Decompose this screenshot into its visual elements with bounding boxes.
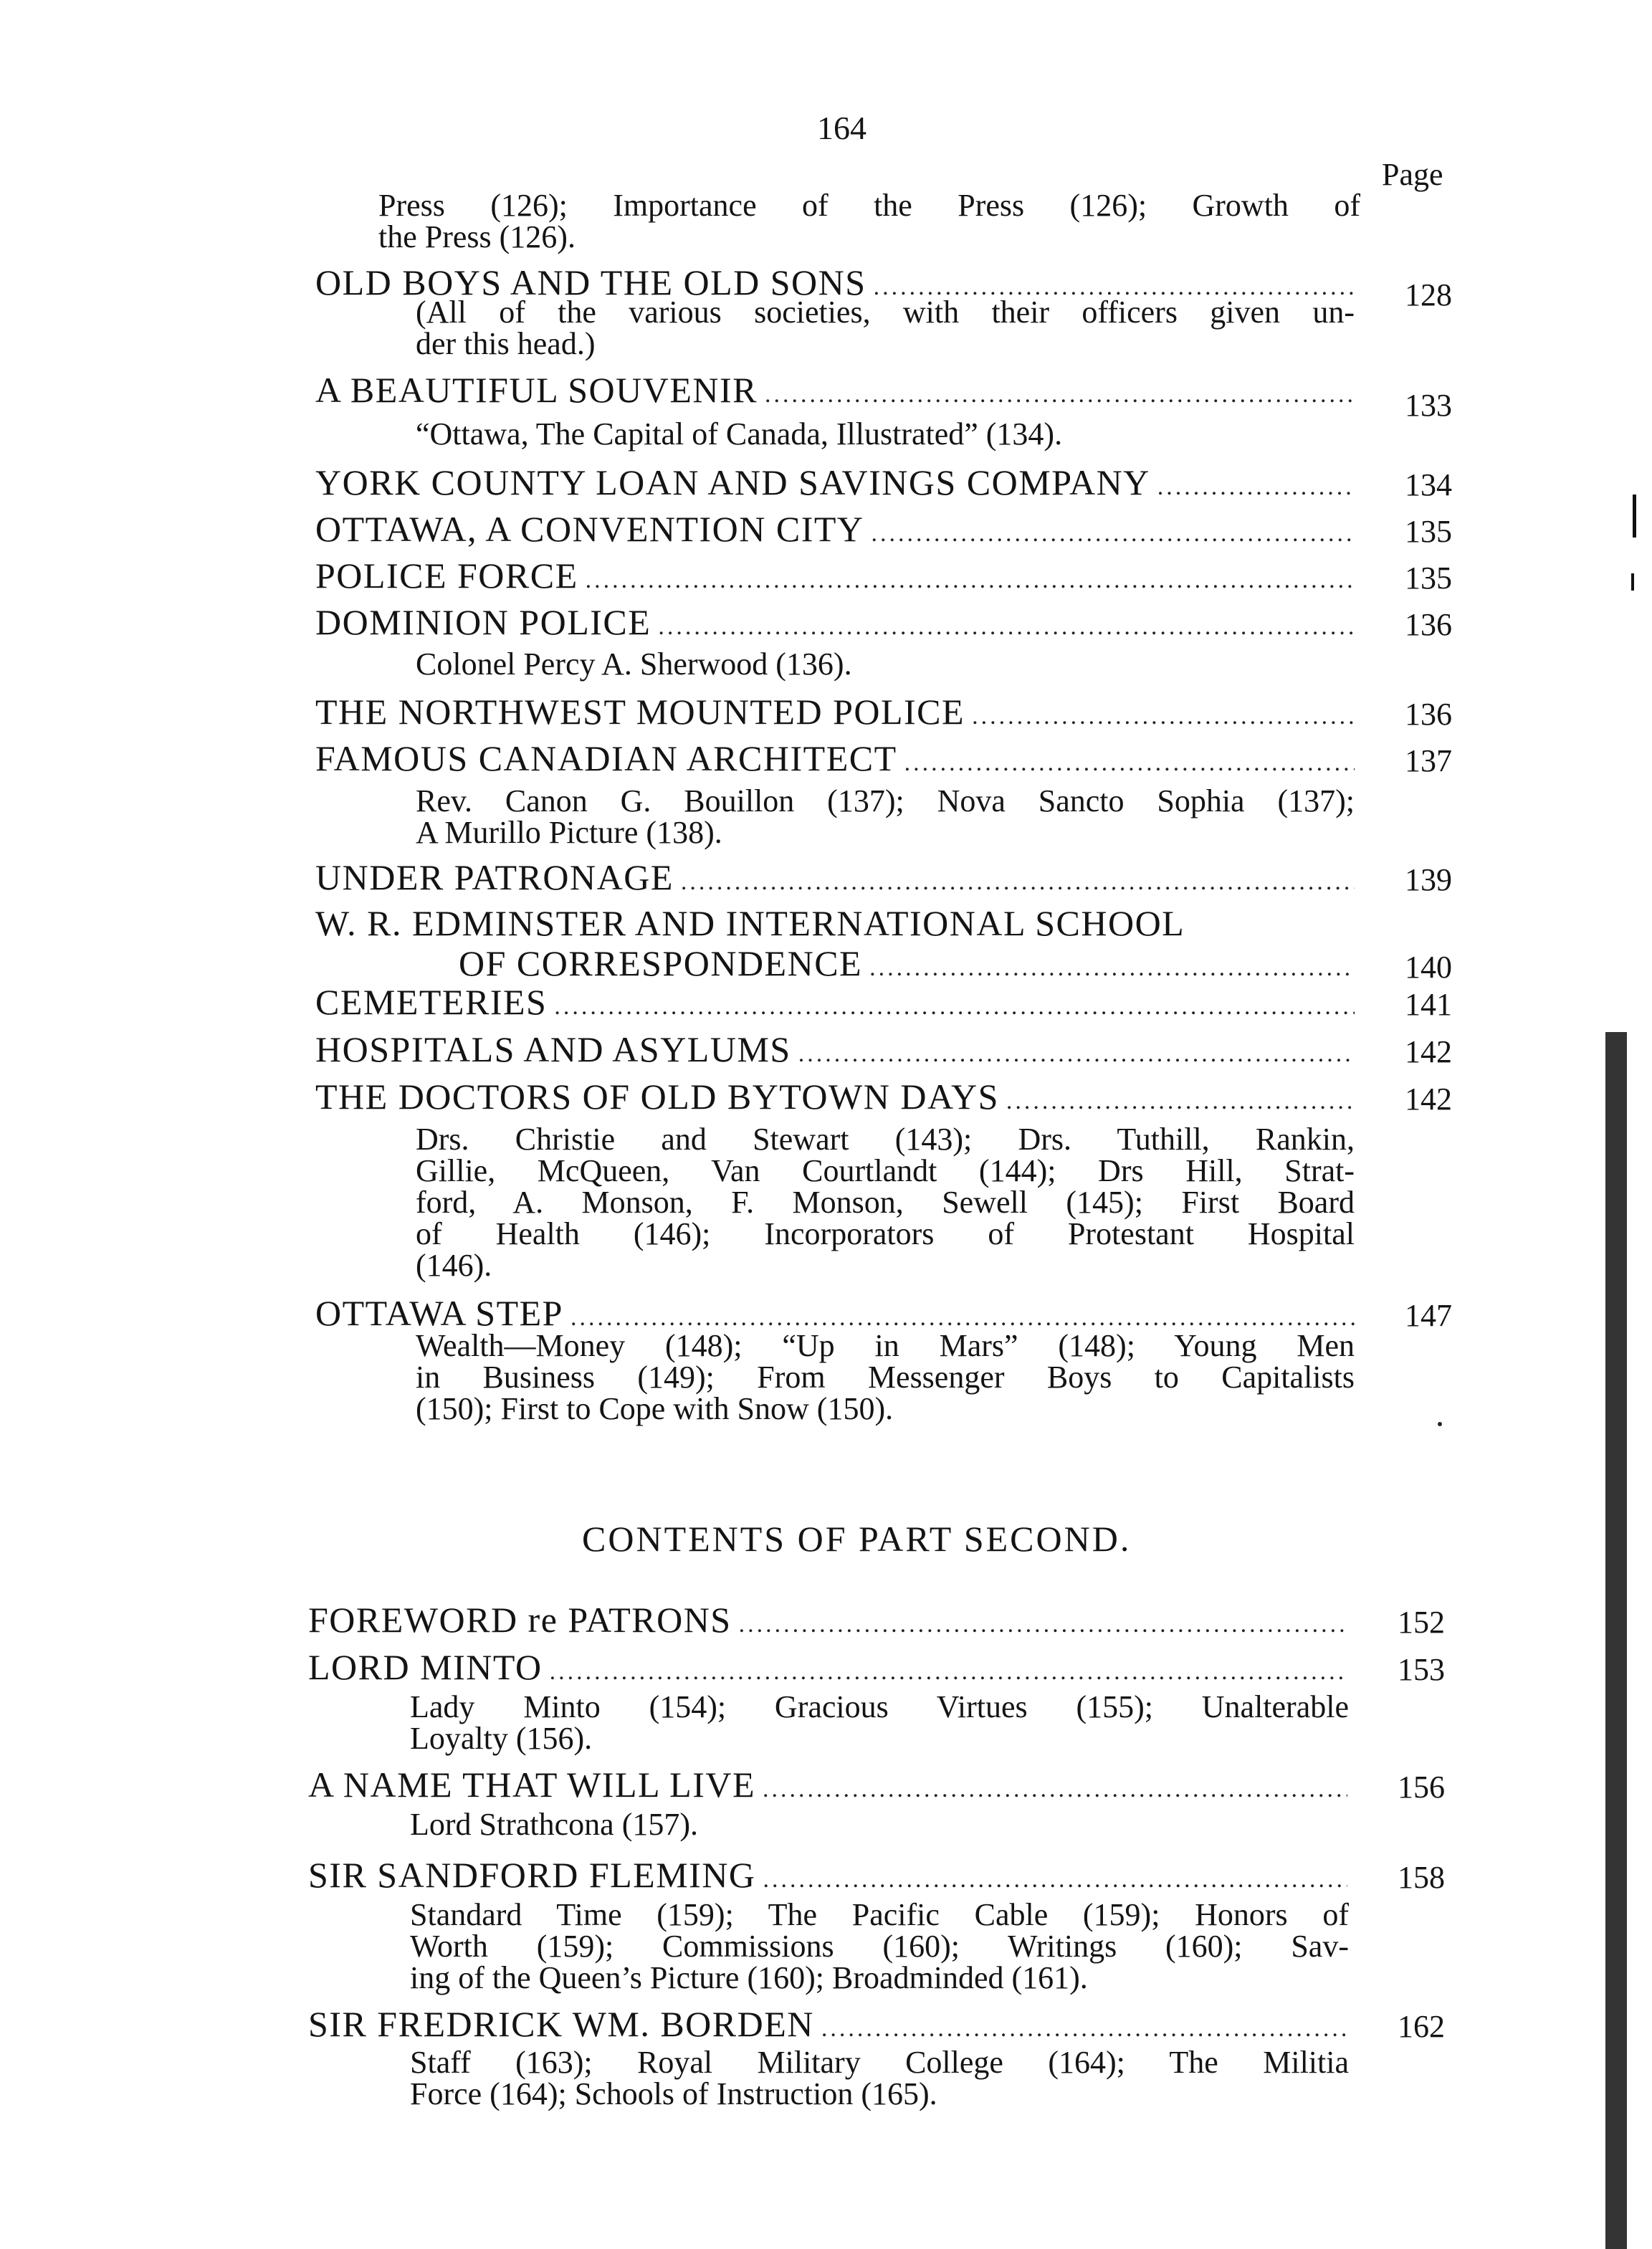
binding-edge-mark — [1633, 495, 1636, 538]
toc-entry — [308, 1765, 1445, 1810]
toc-entry — [315, 462, 1452, 507]
page-number: 164 — [817, 110, 866, 146]
toc-entry — [315, 738, 1452, 783]
description-line: Rev. Canon G. Bouillon (137); Nova Sancto Sophia (137); — [416, 783, 1355, 818]
toc-entry-page: 136 — [1405, 607, 1452, 642]
dot-leader — [681, 862, 1355, 902]
toc-entry-title: A BEAUTIFUL SOUVENIR — [315, 370, 758, 410]
toc-entry-description — [416, 297, 1355, 360]
description-line: A Murillo Picture (138). — [416, 815, 722, 850]
toc-entry-title: OTTAWA STEP — [315, 1293, 563, 1333]
toc-entry — [315, 555, 1452, 601]
description-line: (All of the various societies, with their officers given un- — [416, 295, 1355, 330]
description-line: ford, A. Monson, F. Monson, Sewell (145); First Board — [416, 1185, 1355, 1220]
toc-entry-title: CEMETERIES — [315, 982, 548, 1022]
toc-entry-description — [416, 646, 1355, 682]
description-line: Drs. Christie and Stewart (143); Drs. Tuthill, Rankin, — [416, 1122, 1355, 1157]
toc-entry-description — [410, 2047, 1349, 2110]
toc-entry-title: SIR FREDRICK WM. BORDEN — [308, 2004, 814, 2044]
binding-edge-mark — [1631, 573, 1634, 591]
description-line: Standard Time (159); The Pacific Cable (159); Honors of — [410, 1897, 1349, 1932]
description-line: Worth (159); Commissions (160); Writings (160); Sav- — [410, 1929, 1349, 1964]
toc-entry — [308, 2004, 1445, 2049]
toc-entry-description — [416, 416, 1355, 452]
dot-leader — [586, 560, 1355, 601]
toc-entry — [308, 1855, 1445, 1900]
description-line: (146). — [416, 1248, 492, 1283]
dot-leader — [765, 375, 1355, 415]
stray-mark — [1438, 1422, 1442, 1426]
description-line: Wealth—Money (148); “Up in Mars” (148); Young Men — [416, 1328, 1355, 1363]
toc-entry — [315, 982, 1452, 1027]
dot-leader — [872, 514, 1355, 554]
dot-leader — [972, 697, 1355, 737]
toc-entry-page: 134 — [1405, 467, 1452, 502]
toc-entry-page: 156 — [1398, 1770, 1445, 1805]
description-line: in Business (149); From Messenger Boys to Capitalists — [416, 1360, 1355, 1395]
toc-entry-title: OTTAWA, A CONVENTION CITY — [315, 509, 864, 549]
toc-entry-title: FAMOUS CANADIAN ARCHITECT — [315, 738, 897, 778]
description-line: Lady Minto (154); Gracious Virtues (155); Unalterable — [410, 1689, 1349, 1724]
toc-entry — [315, 602, 1452, 647]
description-line: (150); First to Cope with Snow (150). — [416, 1391, 894, 1426]
toc-entry-title: DOMINION POLICE — [315, 602, 651, 642]
toc-entry-page: 128 — [1405, 277, 1452, 312]
description-line: Gillie, McQueen, Van Courtlandt (144); Drs Hill, Strat- — [416, 1153, 1355, 1188]
dot-leader — [554, 987, 1355, 1027]
toc-entry-page: 139 — [1405, 862, 1452, 897]
description-line: ing of the Queen’s Picture (160); Broadminded (161). — [410, 1960, 1088, 1995]
toc-entry-description — [416, 1124, 1355, 1281]
toc-entry-page: 133 — [1405, 388, 1452, 423]
toc-entry — [308, 1647, 1445, 1692]
description-line: Staff (163); Royal Military College (164); The Militia — [410, 2045, 1349, 2080]
toc-entry-description — [410, 1691, 1349, 1754]
toc-entry-title: A NAME THAT WILL LIVE — [308, 1765, 756, 1805]
description-line: of Health (146); Incorporators of Protestant Hospital — [416, 1216, 1355, 1251]
toc-entry-page: 147 — [1405, 1298, 1452, 1333]
dot-leader — [1157, 467, 1355, 507]
dot-leader — [763, 1860, 1347, 1900]
toc-entry-page: 142 — [1405, 1034, 1452, 1069]
toc-entry-page: 158 — [1398, 1860, 1445, 1895]
toc-entry — [315, 692, 1452, 737]
toc-entry-page: 140 — [1405, 950, 1452, 985]
dot-leader — [658, 607, 1355, 647]
dot-leader — [904, 743, 1355, 783]
description-line: “Ottawa, The Capital of Canada, Illustrated” (134). — [416, 416, 1063, 452]
toc-entry-title: SIR SANDFORD FLEMING — [308, 1855, 756, 1895]
toc-entry-title: FOREWORD re PATRONS — [308, 1600, 732, 1640]
intro-description — [378, 190, 1360, 253]
description-line: Force (164); Schools of Instruction (165). — [410, 2076, 937, 2111]
toc-entry-page: 135 — [1405, 560, 1452, 596]
toc-entry-description — [416, 1330, 1355, 1425]
toc-entry-title-continued: OF CORRESPONDENCE — [459, 943, 863, 983]
toc-entry-title: W. R. EDMINSTER AND INTERNATIONAL SCHOOL — [315, 903, 1185, 943]
toc-entry-title: THE NORTHWEST MOUNTED POLICE — [315, 692, 965, 732]
toc-entry-page: 135 — [1405, 514, 1452, 549]
toc-entry-page: 137 — [1405, 743, 1452, 778]
binding-edge-shadow — [1605, 1032, 1627, 2249]
description-line: the Press (126). — [378, 219, 576, 254]
description-line: Colonel Percy A. Sherwood (136). — [416, 646, 852, 682]
toc-entry-title: UNDER PATRONAGE — [315, 857, 674, 897]
toc-entry — [315, 1076, 1452, 1122]
toc-entry — [315, 370, 1452, 423]
description-line: Lord Strathcona (157). — [410, 1807, 698, 1842]
toc-entry-title: POLICE FORCE — [315, 555, 578, 596]
toc-entry-title: THE DOCTORS OF OLD BYTOWN DAYS — [315, 1076, 999, 1117]
dot-leader — [550, 1652, 1347, 1692]
toc-entry-page: 142 — [1405, 1081, 1452, 1117]
section-heading: CONTENTS OF PART SECOND. — [582, 1519, 1132, 1559]
toc-entry-description — [410, 1899, 1349, 1994]
toc-entry-page: 153 — [1398, 1652, 1445, 1687]
toc-entry-title: LORD MINTO — [308, 1647, 543, 1687]
dot-leader — [763, 1770, 1347, 1810]
toc-entry — [315, 903, 1452, 988]
toc-entry — [315, 857, 1452, 902]
toc-entry-page: 162 — [1398, 2009, 1445, 2044]
page-column-label: Page — [1382, 157, 1443, 192]
dot-leader — [739, 1605, 1347, 1645]
toc-entry — [315, 509, 1452, 554]
dot-leader — [1006, 1081, 1355, 1122]
description-line: der this head.) — [416, 326, 596, 361]
toc-entry — [308, 1600, 1445, 1645]
toc-entry-page: 136 — [1405, 697, 1452, 732]
toc-entry-title: OLD BOYS AND THE OLD SONS — [315, 262, 866, 302]
toc-entry-description — [416, 783, 1355, 850]
description-line: Press (126); Importance of the Press (126); Growth of — [378, 188, 1360, 223]
dot-leader — [798, 1034, 1355, 1074]
toc-entry — [315, 1029, 1452, 1074]
toc-entry-title: YORK COUNTY LOAN AND SAVINGS COMPANY — [315, 462, 1150, 502]
toc-entry-description — [410, 1809, 1349, 1840]
toc-entry-title: HOSPITALS AND ASYLUMS — [315, 1029, 791, 1069]
dot-leader — [821, 2009, 1347, 2049]
toc-entry-page: 152 — [1398, 1605, 1445, 1640]
toc-entry-page: 141 — [1405, 987, 1452, 1022]
description-line: Loyalty (156). — [410, 1721, 593, 1756]
